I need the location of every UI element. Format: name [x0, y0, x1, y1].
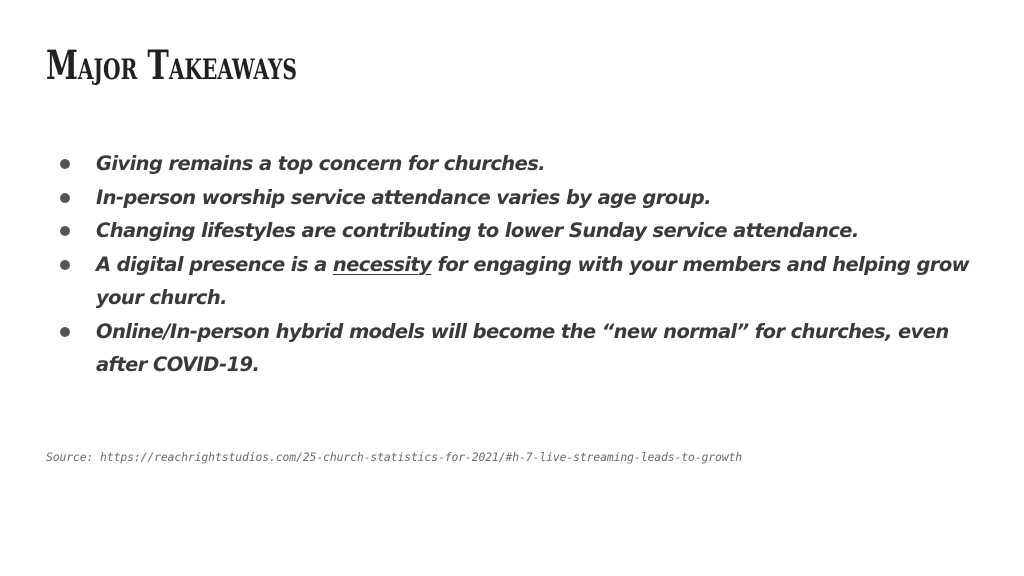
list-item [52, 248, 982, 315]
bullet-dot-icon [60, 159, 70, 169]
source-citation: Source: https://reachrightstudios.com/25-church-statistics-for-2021/#h-7-live-streaming-leads-to-growth [46, 450, 743, 464]
bullet-dot-icon [60, 260, 70, 270]
list-item [52, 181, 982, 215]
bullet-text-after: for engaging with your members and helping grow your church. [96, 252, 970, 309]
bullet-text-before: A digital presence is a [96, 252, 333, 276]
list-item [52, 214, 982, 248]
bullet-text: Giving remains a top concern for churches. [96, 152, 546, 175]
bullet-dot-icon [60, 226, 70, 236]
list-item [52, 315, 982, 382]
bullet-text: In-person worship service attendance varies by age group. [96, 185, 711, 209]
list-item [52, 147, 982, 181]
bullet-text: Changing lifestyles are contributing to lower Sunday service attendance. [96, 219, 859, 242]
bullet-dot-icon [60, 193, 70, 203]
takeaways-list [52, 147, 982, 382]
bullet-dot-icon [60, 327, 70, 337]
slide-title: Major Takeaways [46, 42, 297, 89]
bullet-text: Online/In-person hybrid models will become the “new normal” for churches, even after COVID-19. [96, 319, 949, 376]
emphasized-word: necessity [332, 252, 432, 276]
